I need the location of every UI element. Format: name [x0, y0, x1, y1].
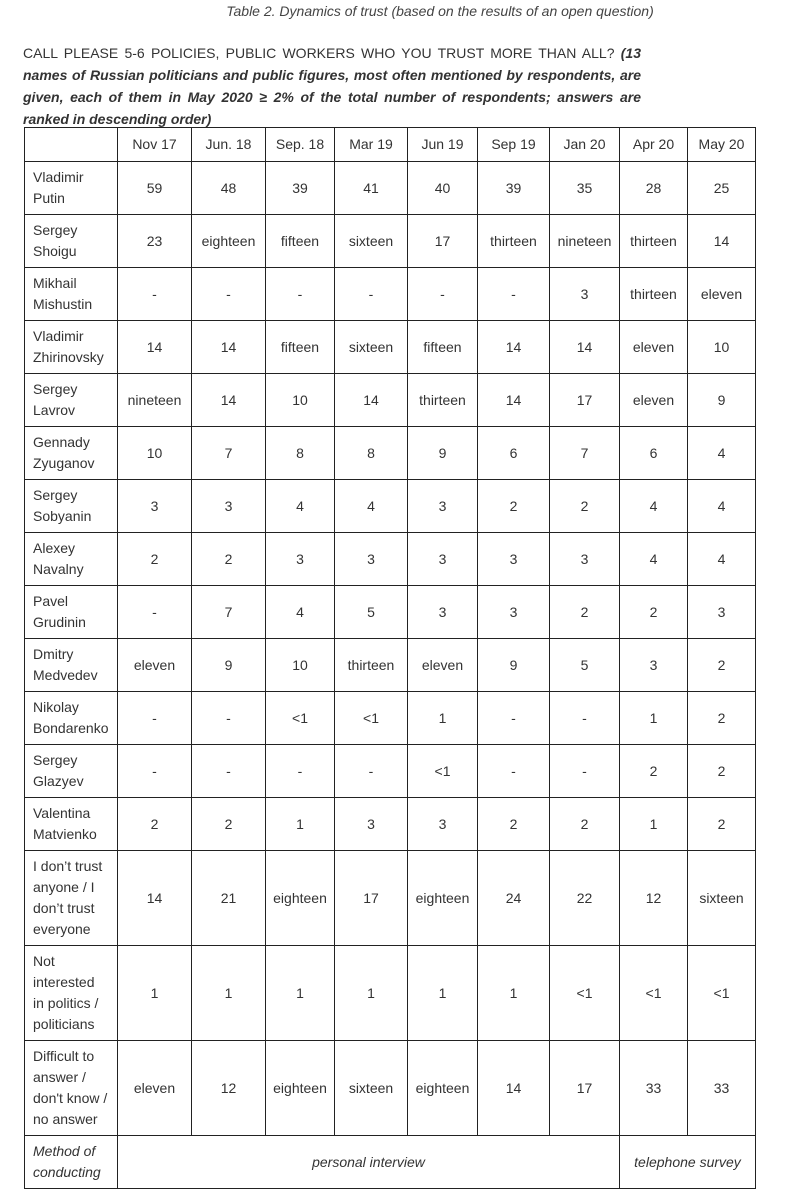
table-cell: - — [478, 692, 550, 745]
table-cell: 14 — [192, 374, 266, 427]
table-cell: eighteen — [408, 851, 478, 946]
row-label: Sergey Lavrov — [25, 374, 118, 427]
table-cell: 1 — [620, 692, 688, 745]
table-cell: 12 — [620, 851, 688, 946]
table-cell: <1 — [335, 692, 408, 745]
table-cell: 1 — [266, 946, 335, 1041]
table-cell: eleven — [620, 321, 688, 374]
table-row — [25, 162, 756, 215]
table-cell: - — [478, 268, 550, 321]
table-cell: 4 — [620, 533, 688, 586]
table-cell: 10 — [266, 639, 335, 692]
column-header: May 20 — [688, 128, 756, 162]
header-row — [25, 128, 756, 162]
table-cell: 8 — [266, 427, 335, 480]
table-cell: 2 — [550, 480, 620, 533]
table-cell: 9 — [688, 374, 756, 427]
column-header: Apr 20 — [620, 128, 688, 162]
table-cell: 3 — [192, 480, 266, 533]
table-cell: 48 — [192, 162, 266, 215]
table-cell: <1 — [550, 946, 620, 1041]
table-cell: 4 — [266, 586, 335, 639]
table-cell: 1 — [408, 692, 478, 745]
row-label: Valentina Matvienko — [25, 798, 118, 851]
row-label: I don’t trust anyone / I don’t trust everyone — [25, 851, 118, 946]
table-row — [25, 321, 756, 374]
table-cell: 14 — [192, 321, 266, 374]
row-label: Nikolay Bondarenko — [25, 692, 118, 745]
table-cell: - — [266, 745, 335, 798]
table-cell: 2 — [118, 533, 192, 586]
table-cell: 14 — [118, 321, 192, 374]
table-cell: 23 — [118, 215, 192, 268]
table-cell: 4 — [688, 533, 756, 586]
table-cell: 2 — [192, 533, 266, 586]
table-cell: 3 — [266, 533, 335, 586]
row-label: Sergey Shoigu — [25, 215, 118, 268]
table-cell: 10 — [266, 374, 335, 427]
table-cell: fifteen — [408, 321, 478, 374]
table-cell: <1 — [688, 946, 756, 1041]
table-cell: 25 — [688, 162, 756, 215]
table-cell: sixteen — [335, 321, 408, 374]
table-cell: - — [118, 692, 192, 745]
row-label: Vladimir Zhirinovsky — [25, 321, 118, 374]
table-cell: thirteen — [478, 215, 550, 268]
table-row — [25, 745, 756, 798]
table-cell: nineteen — [118, 374, 192, 427]
table-cell: - — [192, 268, 266, 321]
table-cell: 3 — [550, 268, 620, 321]
table-cell: 4 — [688, 427, 756, 480]
table-cell: 4 — [335, 480, 408, 533]
row-label: Gennady Zyuganov — [25, 427, 118, 480]
table-row — [25, 215, 756, 268]
question-text — [23, 42, 641, 130]
table-cell: sixteen — [335, 215, 408, 268]
table-cell: 2 — [688, 745, 756, 798]
table-cell: 3 — [335, 798, 408, 851]
table-cell: 40 — [408, 162, 478, 215]
table-body — [25, 162, 756, 1136]
table-cell: 17 — [550, 374, 620, 427]
table-cell: 2 — [620, 745, 688, 798]
table-cell: - — [478, 745, 550, 798]
table-cell: thirteen — [335, 639, 408, 692]
table-cell: - — [118, 268, 192, 321]
table-row — [25, 268, 756, 321]
method-telephone-survey: telephone survey — [620, 1136, 756, 1189]
row-label: Sergey Glazyev — [25, 745, 118, 798]
table-cell: 3 — [408, 533, 478, 586]
method-personal-interview: personal interview — [118, 1136, 620, 1189]
row-label: Vladimir Putin — [25, 162, 118, 215]
question: CALL PLEASE 5-6 POLICIES, PUBLIC WORKERS WHO YOU TRUST MORE THAN ALL? — [23, 45, 615, 61]
table-cell: - — [335, 268, 408, 321]
row-label: Dmitry Medvedev — [25, 639, 118, 692]
table-cell: 3 — [550, 533, 620, 586]
header-corner-cell — [25, 128, 118, 162]
table-cell: eighteen — [266, 851, 335, 946]
table-cell: <1 — [266, 692, 335, 745]
table-cell: 1 — [192, 946, 266, 1041]
question-note: (13 names of Russian politicians and public figures, most often mentioned by respondents, are given, each of them in May 2020 ≥ 2% of the total number of respondents; answers are ranked in descending order) — [23, 45, 641, 127]
table-cell: 3 — [408, 586, 478, 639]
table-cell: 2 — [478, 480, 550, 533]
row-label: Sergey Sobyanin — [25, 480, 118, 533]
table-cell: 8 — [335, 427, 408, 480]
table-cell: eighteen — [266, 1041, 335, 1136]
row-label: Pavel Grudinin — [25, 586, 118, 639]
table-cell: 39 — [266, 162, 335, 215]
table-cell: - — [118, 586, 192, 639]
table-cell: eleven — [118, 1041, 192, 1136]
table-cell: 2 — [688, 798, 756, 851]
table-cell: 9 — [192, 639, 266, 692]
table-cell: 17 — [335, 851, 408, 946]
table-cell: 2 — [688, 639, 756, 692]
method-label: Method of conducting — [25, 1136, 118, 1189]
table-cell: - — [550, 692, 620, 745]
table-row — [25, 533, 756, 586]
column-header: Jun 19 — [408, 128, 478, 162]
column-header: Sep 19 — [478, 128, 550, 162]
table-cell: 7 — [192, 427, 266, 480]
table-cell: 10 — [688, 321, 756, 374]
row-label: Mikhail Mishustin — [25, 268, 118, 321]
table-cell: fifteen — [266, 215, 335, 268]
table-cell: 6 — [620, 427, 688, 480]
table-row — [25, 480, 756, 533]
table-cell: sixteen — [688, 851, 756, 946]
table-cell: 7 — [550, 427, 620, 480]
table-cell: thirteen — [620, 268, 688, 321]
table-cell: 5 — [335, 586, 408, 639]
table-row — [25, 586, 756, 639]
table-cell: 14 — [688, 215, 756, 268]
table-cell: eleven — [408, 639, 478, 692]
table-cell: 2 — [688, 692, 756, 745]
row-label: Alexey Navalny — [25, 533, 118, 586]
table-cell: 41 — [335, 162, 408, 215]
table-cell: <1 — [408, 745, 478, 798]
table-cell: 4 — [688, 480, 756, 533]
trust-table — [24, 127, 756, 1189]
table-cell: nineteen — [550, 215, 620, 268]
table-cell: 59 — [118, 162, 192, 215]
table-cell: 28 — [620, 162, 688, 215]
table-cell: 33 — [688, 1041, 756, 1136]
table-cell: thirteen — [408, 374, 478, 427]
table-cell: 1 — [118, 946, 192, 1041]
table-row — [25, 798, 756, 851]
table-cell: 10 — [118, 427, 192, 480]
table-cell: 1 — [335, 946, 408, 1041]
table-cell: 2 — [192, 798, 266, 851]
table-cell: 33 — [620, 1041, 688, 1136]
table-cell: - — [335, 745, 408, 798]
table-cell: 35 — [550, 162, 620, 215]
table-cell: thirteen — [620, 215, 688, 268]
table-cell: 17 — [408, 215, 478, 268]
table-cell: 14 — [118, 851, 192, 946]
table-cell: 4 — [266, 480, 335, 533]
table-row — [25, 851, 756, 946]
table-cell: 14 — [335, 374, 408, 427]
table-cell: - — [118, 745, 192, 798]
table-cell: 21 — [192, 851, 266, 946]
table-cell: 22 — [550, 851, 620, 946]
table-cell: - — [266, 268, 335, 321]
table-cell: 17 — [550, 1041, 620, 1136]
table-cell: 3 — [335, 533, 408, 586]
table-cell: - — [192, 745, 266, 798]
table-row — [25, 427, 756, 480]
column-header: Sep. 18 — [266, 128, 335, 162]
table-cell: eighteen — [192, 215, 266, 268]
table-cell: 2 — [620, 586, 688, 639]
table-row — [25, 639, 756, 692]
table-cell: 7 — [192, 586, 266, 639]
table-row — [25, 692, 756, 745]
table-cell: 39 — [478, 162, 550, 215]
table-cell: 4 — [620, 480, 688, 533]
column-header: Jun. 18 — [192, 128, 266, 162]
table-cell: 3 — [688, 586, 756, 639]
table-cell: 6 — [478, 427, 550, 480]
table-cell: 3 — [478, 586, 550, 639]
table-row — [25, 1041, 756, 1136]
table-cell: eleven — [620, 374, 688, 427]
column-header: Jan 20 — [550, 128, 620, 162]
table-cell: 3 — [408, 480, 478, 533]
table-caption: Table 2. Dynamics of trust (based on the results of an open question) — [226, 3, 654, 19]
table-cell: <1 — [620, 946, 688, 1041]
table-cell: 3 — [118, 480, 192, 533]
table-cell: eleven — [118, 639, 192, 692]
table-cell: sixteen — [335, 1041, 408, 1136]
table-cell: 3 — [478, 533, 550, 586]
table-cell: 9 — [478, 639, 550, 692]
column-header: Mar 19 — [335, 128, 408, 162]
table-cell: 5 — [550, 639, 620, 692]
table-cell: 14 — [550, 321, 620, 374]
table-cell: 2 — [550, 798, 620, 851]
row-label: Not interested in politics / politicians — [25, 946, 118, 1041]
table-cell: 3 — [408, 798, 478, 851]
table-cell: 1 — [408, 946, 478, 1041]
table-cell: - — [192, 692, 266, 745]
table-cell: eleven — [688, 268, 756, 321]
table-cell: 1 — [266, 798, 335, 851]
table-cell: eighteen — [408, 1041, 478, 1136]
table-cell: 2 — [478, 798, 550, 851]
column-header: Nov 17 — [118, 128, 192, 162]
method-row — [25, 1136, 756, 1189]
table-cell: 1 — [620, 798, 688, 851]
table-row — [25, 374, 756, 427]
table-row — [25, 946, 756, 1041]
table-cell: 3 — [620, 639, 688, 692]
row-label: Difficult to answer / don't know / no answer — [25, 1041, 118, 1136]
table-cell: 14 — [478, 374, 550, 427]
table-cell: 12 — [192, 1041, 266, 1136]
table-cell: fifteen — [266, 321, 335, 374]
table-cell: 14 — [478, 321, 550, 374]
table-cell: - — [550, 745, 620, 798]
table-cell: 2 — [118, 798, 192, 851]
table-cell: - — [408, 268, 478, 321]
table-cell: 9 — [408, 427, 478, 480]
table-cell: 1 — [478, 946, 550, 1041]
table-cell: 14 — [478, 1041, 550, 1136]
table-cell: 2 — [550, 586, 620, 639]
table-cell: 24 — [478, 851, 550, 946]
